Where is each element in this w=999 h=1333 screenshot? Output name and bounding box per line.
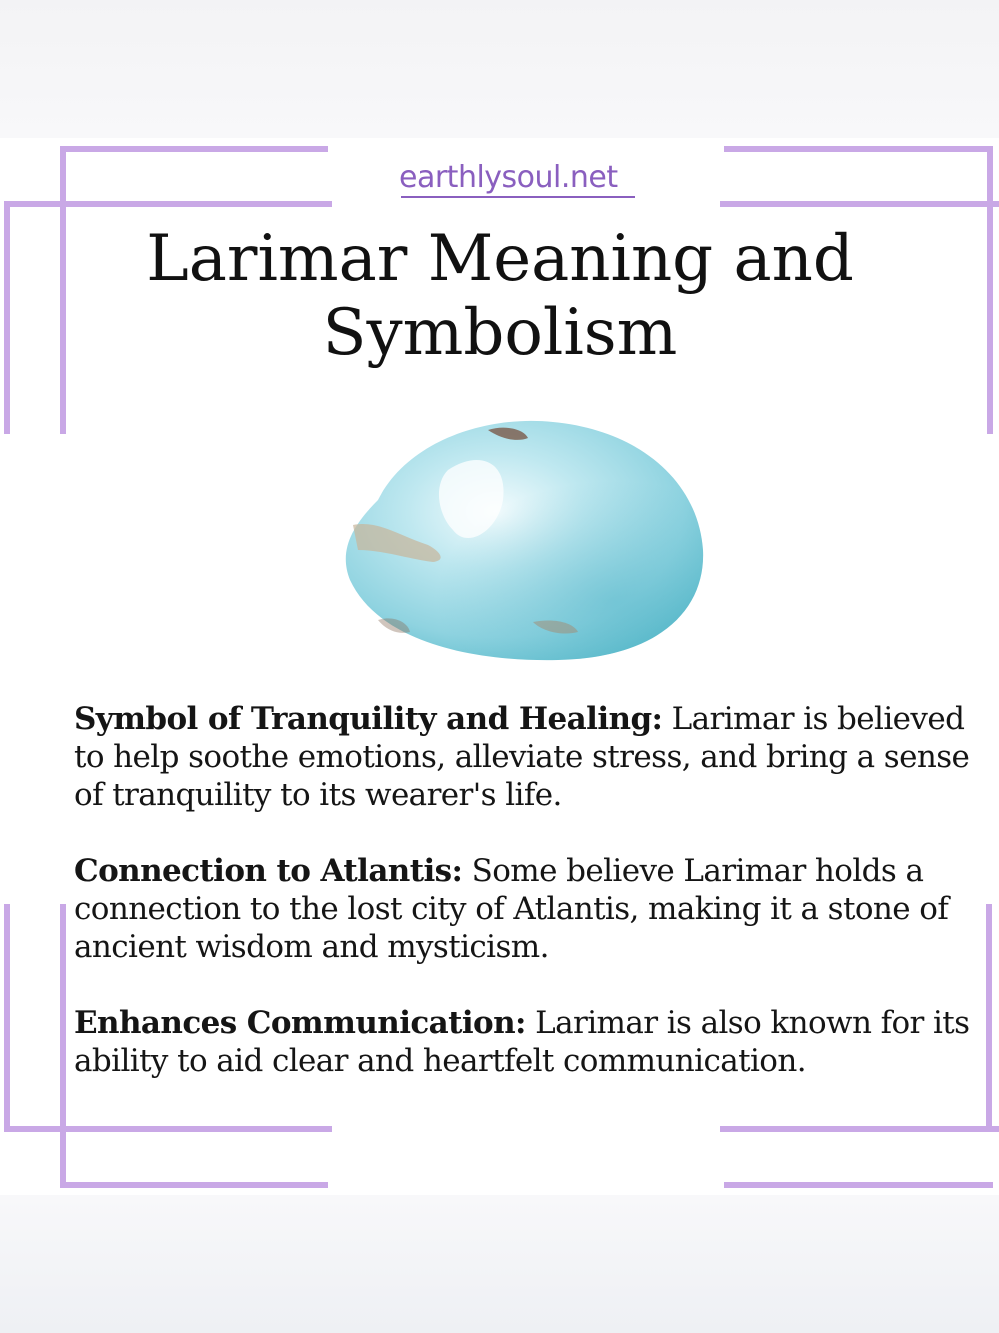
title-line-2: Symbolism xyxy=(322,296,678,370)
page-background-bottom xyxy=(0,1195,999,1333)
page-background-top xyxy=(0,0,999,138)
section-text: Some believe Larimar holds a connection to the lost city of Atlantis, making it a stone of ancient wisdom and mysticism. xyxy=(74,853,949,965)
description-list xyxy=(74,700,974,1118)
frame-line xyxy=(4,201,10,434)
section-text: Larimar is believed to help soothe emotions, alleviate stress, and bring a sense of tranquility to its wearer's life. xyxy=(74,701,970,813)
frame-line xyxy=(724,146,993,152)
frame-line xyxy=(720,1126,999,1132)
frame-line xyxy=(60,1182,328,1188)
frame-line xyxy=(724,1182,993,1188)
frame-line xyxy=(60,146,328,152)
frame-line xyxy=(987,146,993,434)
larimar-stone-image xyxy=(338,410,708,670)
section-heading: Symbol of Tranquility and Healing: xyxy=(74,701,663,737)
page-title xyxy=(60,222,940,370)
section-atlantis xyxy=(74,852,974,966)
brand-logo xyxy=(399,158,659,202)
logo-text: earthlysoul.net xyxy=(399,160,618,195)
section-text: Larimar is also known for its ability to aid clear and heartfelt communication. xyxy=(74,1005,970,1079)
logo-underline xyxy=(401,196,635,198)
frame-line xyxy=(60,904,66,1188)
section-heading: Connection to Atlantis: xyxy=(74,853,463,889)
frame-line xyxy=(986,904,992,1132)
frame-line xyxy=(4,1126,332,1132)
section-communication xyxy=(74,1004,974,1080)
frame-line xyxy=(4,201,332,207)
frame-line xyxy=(720,201,999,207)
title-line-1: Larimar Meaning and xyxy=(146,222,854,296)
frame-line xyxy=(4,904,10,1132)
stone-illustration xyxy=(338,410,708,670)
section-tranquility xyxy=(74,700,974,814)
section-heading: Enhances Communication: xyxy=(74,1005,526,1041)
